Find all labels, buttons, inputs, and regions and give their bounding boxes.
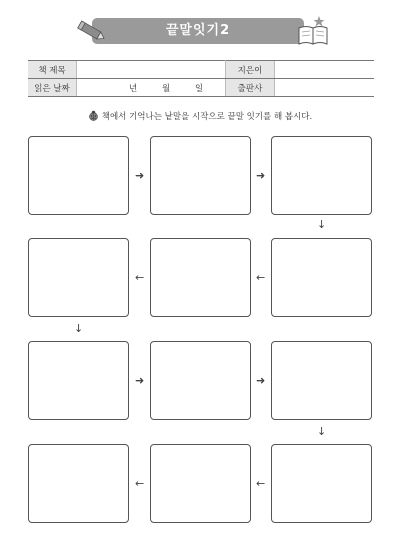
word-box-8[interactable] bbox=[150, 341, 251, 420]
read-date-label: 읽은 날짜 bbox=[28, 79, 77, 97]
book-info-table bbox=[28, 60, 374, 97]
pencil-icon bbox=[74, 16, 108, 46]
instruction-text: 책에서 기억나는 낱말을 시작으로 끝말 잇기를 해 봅시다. bbox=[101, 112, 313, 122]
word-box-9[interactable] bbox=[271, 341, 372, 420]
book-title-label: 책 제목 bbox=[28, 61, 77, 79]
arrow-left-icon: ← bbox=[256, 271, 266, 284]
arrow-left-icon: ← bbox=[135, 271, 145, 284]
instruction bbox=[0, 110, 400, 122]
arrow-right-icon: ➜ bbox=[135, 169, 145, 182]
word-box-12[interactable] bbox=[28, 444, 129, 523]
author-label: 지은이 bbox=[226, 61, 275, 79]
arrow-right-icon: ➜ bbox=[135, 374, 145, 387]
publisher-field[interactable] bbox=[275, 79, 375, 97]
ladybug-icon bbox=[88, 110, 99, 121]
word-box-10[interactable] bbox=[271, 444, 372, 523]
word-box-6[interactable] bbox=[28, 238, 129, 317]
word-box-7[interactable] bbox=[28, 341, 129, 420]
word-box-1[interactable] bbox=[28, 136, 129, 215]
book-title-field[interactable] bbox=[77, 61, 226, 79]
word-box-11[interactable] bbox=[150, 444, 251, 523]
publisher-label: 출판사 bbox=[226, 79, 275, 97]
year-label: 년 bbox=[129, 84, 138, 94]
arrow-down-icon: ↓ bbox=[74, 322, 84, 335]
open-book-icon bbox=[296, 14, 330, 46]
word-box-3[interactable] bbox=[271, 136, 372, 215]
arrow-down-icon: ↓ bbox=[317, 218, 327, 231]
month-label: 월 bbox=[162, 84, 171, 94]
word-box-5[interactable] bbox=[150, 238, 251, 317]
arrow-left-icon: ← bbox=[256, 477, 266, 490]
day-label: 일 bbox=[195, 84, 204, 94]
arrow-right-icon: ➜ bbox=[256, 169, 266, 182]
arrow-down-icon: ↓ bbox=[317, 425, 327, 438]
arrow-left-icon: ← bbox=[135, 477, 145, 490]
arrow-right-icon: ➜ bbox=[256, 374, 266, 387]
word-box-2[interactable] bbox=[150, 136, 251, 215]
author-field[interactable] bbox=[275, 61, 375, 79]
page-title: 끝말잇기2 bbox=[165, 23, 231, 38]
read-date-field[interactable] bbox=[77, 79, 226, 97]
word-box-4[interactable] bbox=[271, 238, 372, 317]
